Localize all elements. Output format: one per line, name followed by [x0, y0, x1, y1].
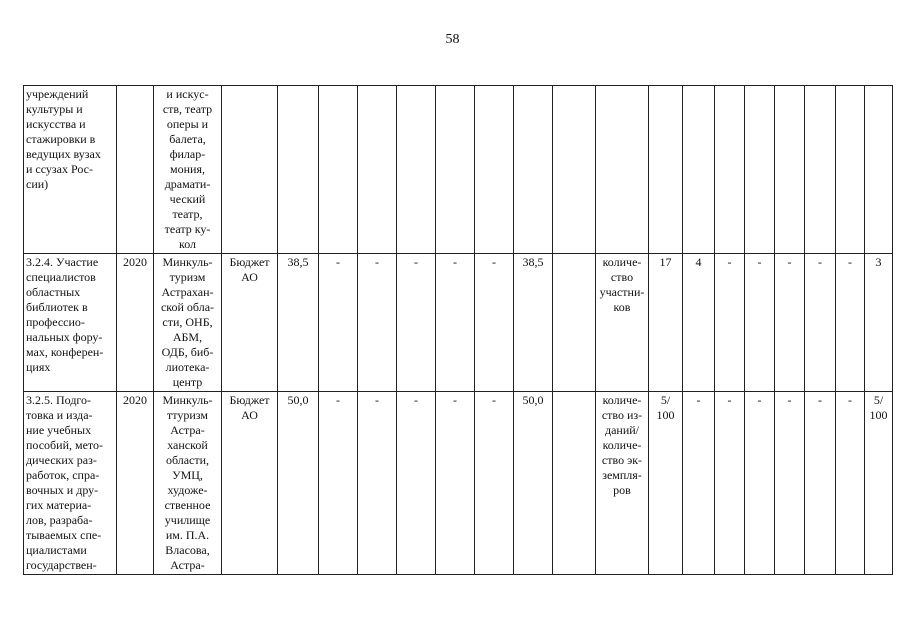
cell-text-line: АО	[241, 270, 258, 284]
table-row	[24, 254, 893, 392]
cell-text-line: мония,	[170, 162, 205, 176]
spacer-cell	[553, 254, 596, 392]
indicator-value-cell	[836, 254, 865, 392]
cell-text-line: ство из-	[601, 408, 643, 422]
cell-text-line: искусства и	[26, 117, 86, 131]
cell-text-line: ОДБ, биб-	[161, 345, 214, 359]
cell-text-line: 50,0	[287, 393, 309, 407]
cell-text-line: -	[336, 255, 340, 269]
cell-text-line: государствен-	[26, 558, 97, 572]
cell-text-line: профессио-	[26, 315, 85, 329]
cell-text-line: 2020	[123, 255, 147, 269]
indicator-value-cell	[775, 392, 805, 575]
spacer-cell	[553, 86, 596, 254]
cell-text-line: им. П.А.	[165, 528, 210, 542]
cell-text-line: 38,5	[287, 255, 309, 269]
indicator-value-cell	[649, 392, 683, 575]
cell-text-line: -	[414, 393, 418, 407]
year-amount-cell	[514, 392, 553, 575]
year-amount-cell	[358, 392, 397, 575]
executor-cell	[154, 254, 222, 392]
cell-text-line: 38,5	[522, 255, 544, 269]
cell-text-line: -	[818, 255, 822, 269]
cell-text-line: ттуризм	[167, 408, 208, 422]
indicator-cell	[596, 254, 649, 392]
cell-text-line: -	[757, 393, 762, 407]
cell-text-line: -	[818, 393, 822, 407]
table-row	[24, 86, 893, 254]
cell-text-line: циалистами	[26, 543, 87, 557]
cell-text-line: -	[727, 393, 732, 407]
cell-text-line: -	[414, 255, 418, 269]
cell-text-line: ков	[613, 300, 631, 314]
year-amount-cell	[436, 392, 475, 575]
year-cell	[117, 392, 154, 575]
year-amount-cell	[475, 86, 514, 254]
cell-text-line: 5/	[660, 393, 671, 407]
cell-text-line: -	[787, 255, 792, 269]
cell-text-line: театр,	[172, 207, 203, 221]
cell-text-line: земпля-	[602, 468, 642, 482]
cell-text-line: 4	[695, 255, 702, 269]
cell-text-line: количе-	[602, 393, 642, 407]
year-amount-cell	[436, 254, 475, 392]
cell-text-line: Бюджет	[229, 255, 270, 269]
cell-text-line: Бюджет	[229, 393, 270, 407]
cell-text-line: АБМ,	[172, 330, 203, 344]
indicator-value-cell	[775, 254, 805, 392]
funding-source-cell	[222, 254, 278, 392]
cell-text-line: ств, театр	[162, 102, 213, 116]
cell-text-line: ведущих вузах	[26, 147, 101, 161]
total-amount-cell	[278, 392, 319, 575]
indicator-value-cell	[805, 254, 836, 392]
indicator-value-cell	[649, 254, 683, 392]
cell-text-line: тываемых спе-	[26, 528, 102, 542]
indicator-value-cell	[683, 254, 715, 392]
year-amount-cell	[475, 254, 514, 392]
year-cell	[117, 254, 154, 392]
indicator-value-cell	[683, 392, 715, 575]
cell-text-line: Астрахан-	[161, 285, 214, 299]
cell-text-line: сти, ОНБ,	[162, 315, 213, 329]
year-amount-cell	[319, 86, 358, 254]
indicator-value-cell	[865, 254, 893, 392]
cell-text-line: даний/	[604, 423, 640, 437]
cell-text-line: циях	[26, 360, 51, 374]
indicator-value-cell	[715, 392, 745, 575]
cell-text-line: ров	[613, 483, 631, 497]
cell-text-line: учреждений	[26, 87, 89, 101]
year-amount-cell	[397, 254, 436, 392]
cell-text-line: мах, конферен-	[26, 345, 104, 359]
activity-name-cell	[24, 254, 117, 392]
program-table	[23, 85, 893, 575]
indicator-value-cell	[683, 86, 715, 254]
cell-text-line: ственное	[164, 498, 211, 512]
year-amount-cell	[358, 254, 397, 392]
year-amount-cell	[319, 392, 358, 575]
indicator-value-cell	[865, 86, 893, 254]
cell-text-line: ние учебных	[26, 423, 92, 437]
indicator-value-cell	[836, 392, 865, 575]
cell-text-line: училище	[164, 513, 211, 527]
year-amount-cell	[358, 86, 397, 254]
cell-text-line: сии)	[26, 177, 49, 191]
year-cell	[117, 86, 154, 254]
cell-text-line: 100	[869, 408, 888, 422]
indicator-value-cell	[649, 86, 683, 254]
cell-text-line: лов, разраба-	[26, 513, 93, 527]
cell-text-line: ханской	[167, 438, 208, 452]
cell-text-line: 3.2.4. Участие	[26, 255, 99, 269]
cell-text-line: АО	[241, 408, 258, 422]
cell-text-line: пособий, мето-	[26, 438, 103, 452]
spacer-cell	[553, 392, 596, 575]
cell-text-line: театр ку-	[164, 222, 211, 236]
cell-text-line: -	[787, 393, 792, 407]
year-amount-cell	[397, 392, 436, 575]
indicator-value-cell	[745, 86, 775, 254]
year-amount-cell	[436, 86, 475, 254]
indicator-value-cell	[775, 86, 805, 254]
funding-source-cell	[222, 392, 278, 575]
indicator-value-cell	[805, 86, 836, 254]
page-number: 58	[445, 32, 460, 47]
cell-text-line: количе-	[602, 438, 642, 452]
indicator-value-cell	[865, 392, 893, 575]
indicator-value-cell	[715, 254, 745, 392]
cell-text-line: филар-	[169, 147, 206, 161]
cell-text-line: -	[727, 255, 732, 269]
cell-text-line: -	[696, 393, 701, 407]
activity-name-cell	[24, 392, 117, 575]
indicator-value-cell	[805, 392, 836, 575]
cell-text-line: 3	[875, 255, 882, 269]
indicator-value-cell	[745, 392, 775, 575]
cell-text-line: лиотека-	[165, 360, 210, 374]
cell-text-line: Астра-	[170, 423, 205, 437]
cell-text-line: областных	[26, 285, 81, 299]
cell-text-line: туризм	[169, 270, 206, 284]
indicator-value-cell	[715, 86, 745, 254]
cell-text-line: Власова,	[165, 543, 210, 557]
cell-text-line: -	[375, 255, 379, 269]
cell-text-line: библиотек в	[26, 300, 88, 314]
indicator-cell	[596, 86, 649, 254]
year-amount-cell	[319, 254, 358, 392]
year-amount-cell	[514, 254, 553, 392]
cell-text-line: стажировки в	[26, 132, 96, 146]
cell-text-line: 50,0	[522, 393, 544, 407]
cell-text-line: ство эк-	[601, 453, 643, 467]
cell-text-line: количе-	[602, 255, 642, 269]
cell-text-line: и искус-	[166, 87, 209, 101]
cell-text-line: балета,	[169, 132, 206, 146]
cell-text-line: специалистов	[26, 270, 96, 284]
cell-text-line: -	[375, 393, 379, 407]
cell-text-line: культуры и	[26, 102, 83, 116]
indicator-value-cell	[745, 254, 775, 392]
cell-text-line: Минкуль-	[162, 255, 213, 269]
cell-text-line: 17	[659, 255, 672, 269]
cell-text-line: УМЦ,	[172, 468, 203, 482]
total-amount-cell	[278, 86, 319, 254]
activity-name-cell	[24, 86, 117, 254]
cell-text-line: -	[492, 393, 496, 407]
cell-text-line: гих материа-	[26, 498, 92, 512]
cell-text-line: -	[757, 255, 762, 269]
cell-text-line: вочных и дру-	[26, 483, 99, 497]
cell-text-line: дических раз-	[26, 453, 97, 467]
cell-text-line: Минкуль-	[162, 393, 213, 407]
table-body	[24, 86, 893, 575]
indicator-value-cell	[836, 86, 865, 254]
cell-text-line: участни-	[599, 285, 645, 299]
cell-text-line: кол	[178, 237, 197, 251]
cell-text-line: ство	[610, 270, 634, 284]
year-amount-cell	[397, 86, 436, 254]
cell-text-line: 3.2.5. Подго-	[26, 393, 92, 407]
year-amount-cell	[514, 86, 553, 254]
cell-text-line: 2020	[123, 393, 147, 407]
cell-text-line: оперы и	[166, 117, 209, 131]
cell-text-line: центр	[172, 375, 203, 389]
cell-text-line: товка и изда-	[26, 408, 93, 422]
cell-text-line: ческий	[169, 192, 206, 206]
cell-text-line: -	[848, 393, 852, 407]
cell-text-line: работок, спра-	[26, 468, 100, 482]
cell-text-line: -	[453, 393, 457, 407]
funding-source-cell	[222, 86, 278, 254]
year-amount-cell	[475, 392, 514, 575]
cell-text-line: и ссузах Рос-	[26, 162, 93, 176]
cell-text-line: области,	[165, 453, 210, 467]
cell-text-line: -	[492, 255, 496, 269]
indicator-cell	[596, 392, 649, 575]
cell-text-line: -	[848, 255, 852, 269]
executor-cell	[154, 392, 222, 575]
table-row	[24, 392, 893, 575]
cell-text-line: 5/	[873, 393, 884, 407]
cell-text-line: драмати-	[164, 177, 211, 191]
cell-text-line: художе-	[167, 483, 208, 497]
executor-cell	[154, 86, 222, 254]
cell-text-line: Астра-	[170, 558, 205, 572]
cell-text-line: -	[336, 393, 340, 407]
cell-text-line: ской обла-	[160, 300, 215, 314]
cell-text-line: нальных фору-	[26, 330, 103, 344]
cell-text-line: -	[453, 255, 457, 269]
total-amount-cell	[278, 254, 319, 392]
cell-text-line: 100	[656, 408, 675, 422]
